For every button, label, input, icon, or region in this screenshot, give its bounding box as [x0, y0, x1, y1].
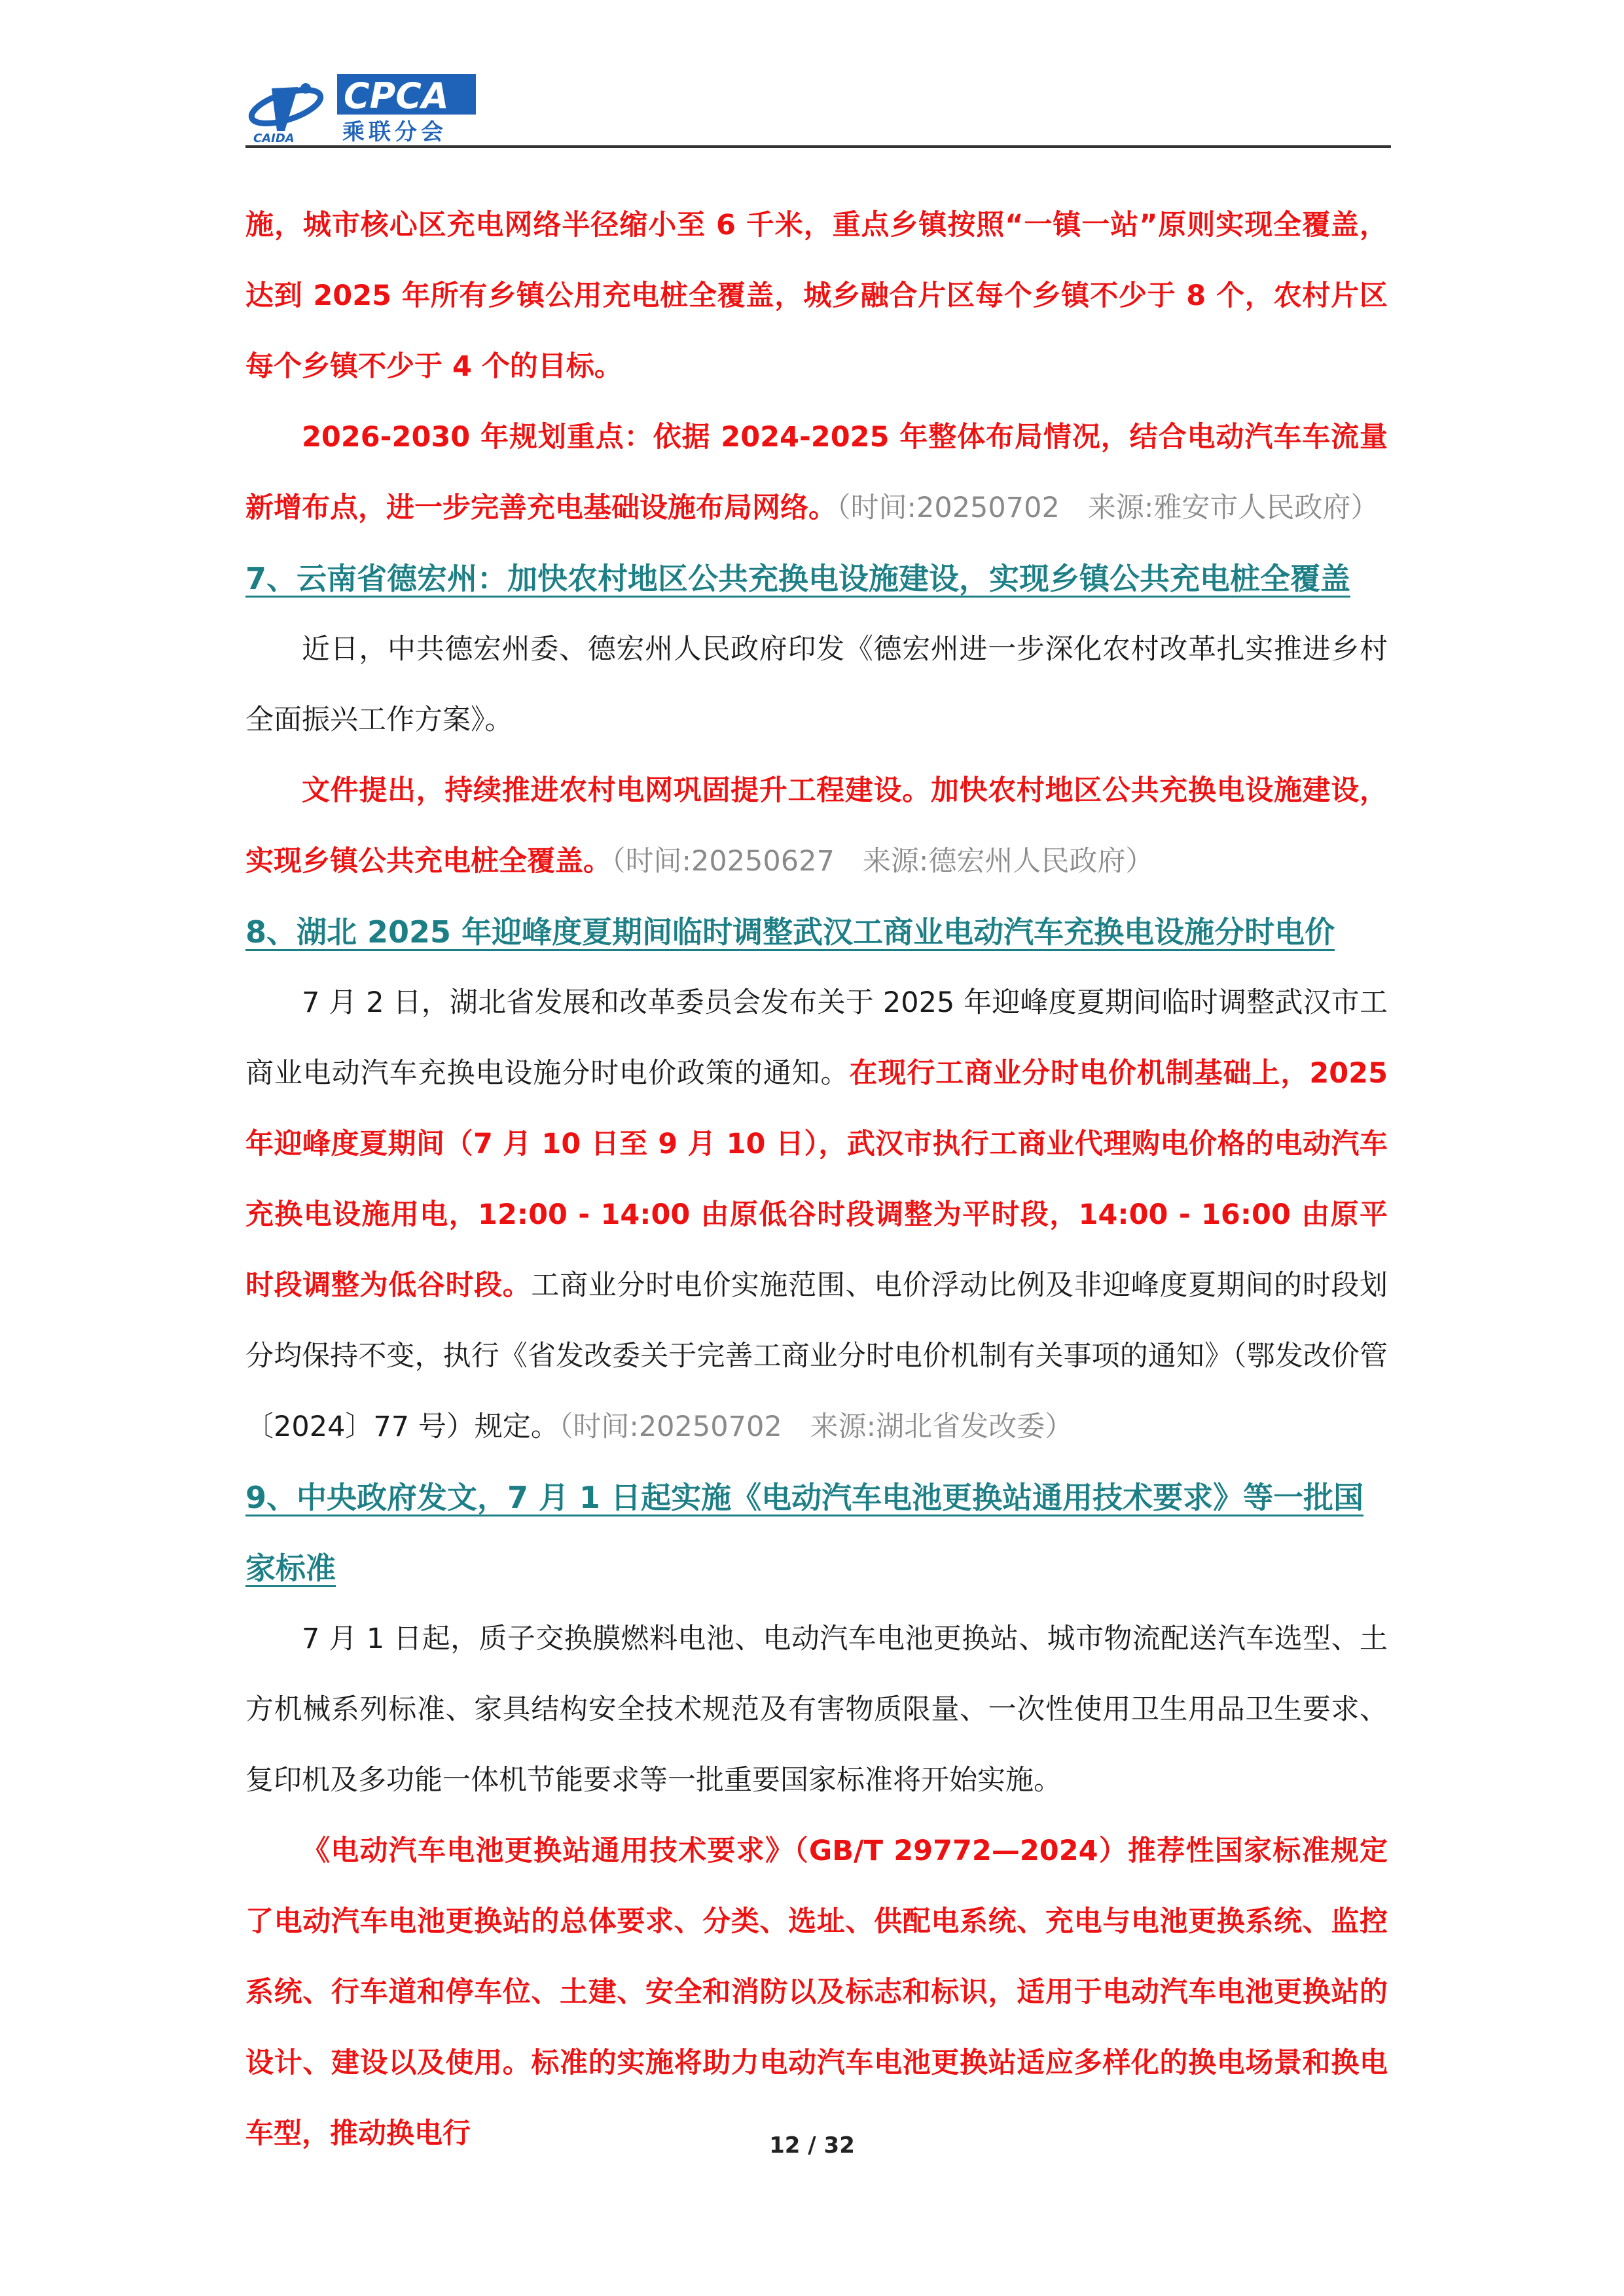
heading-text: 8、湖北 2025 年迎峰度夏期间临时调整武汉工商业电动汽车充换电设施分时电价 — [245, 914, 1335, 950]
page-header — [245, 69, 1391, 147]
section-heading-9 — [245, 1462, 1388, 1604]
paragraph-emphasis: 在现行工商业分时电价机制基础上，2025 年迎峰度夏期间（7 月 10 日至 9 月 10 日），武汉市执行工商业代理购电价格的电动汽车充换电设施用电，12:00 - 14:00 由原低谷时段调整为平时段，14:00 - 16:00 由原平时段调整为低谷时段。 — [245, 1057, 1388, 1302]
heading-text: 7、云南省德宏州：加快农村地区公共充换电设施建设，实现乡镇公共充电桩全覆盖 — [245, 561, 1351, 596]
paragraph-text: 施，城市核心区充电网络半径缩小至 6 千米，重点乡镇按照“一镇一站”原则实现全覆盖，达到 2025 年所有乡镇公用充电桩全覆盖，城乡融合片区每个乡镇不少于 8 个，农村片区每个乡镇不少于 4 个的目标。 — [245, 209, 1388, 383]
paragraph-text: 《电动汽车电池更换站通用技术要求》（GB/T 29772—2024）推荐性国家标准规定了电动汽车电池更换站的总体要求、分类、选址、供配电系统、充电与电池更换系统、监控系统、行车道和停车位、土建、安全和消防以及标志和标识，适用于电动汽车电池更换站的设计、建设以及使用。标准的实施将助力电动汽车电池更换站适应多样化的换电场景和换电车型，推动换电行 — [245, 1835, 1388, 2150]
paragraph — [245, 402, 1388, 543]
paragraph — [245, 1604, 1388, 1816]
paragraph-text: 2026-2030 年规划重点：依据 2024-2025 年整体布局情况，结合电动汽车车流量新增布点，进一步完善充电基础设施布局网络。 — [245, 421, 1388, 524]
paragraph — [245, 1816, 1388, 2169]
paragraph-text: 文件提出，持续推进农村电网巩固提升工程建设。加快农村地区公共充换电设施建设，实现乡镇公共充电桩全覆盖。 — [245, 774, 1388, 878]
page-number: 12 / 32 — [769, 2132, 855, 2159]
logo-text: CPCA — [344, 75, 449, 117]
paragraph-text: 工商业分时电价实施范围、电价浮动比例及非迎峰度夏期间的时段划分均保持不变，执行《省发改委关于完善工商业分时电价机制有关事项的通知》（鄂发改价管〔2024〕77 号）规定。 — [245, 1269, 1388, 1443]
section-heading-8 — [245, 897, 1388, 967]
paragraph-text: 近日，中共德宏州委、德宏州人民政府印发《德宏州进一步深化农村改革扎实推进乡村全面振兴工作方案》。 — [245, 633, 1388, 736]
logo-mark-text: CAIDA — [253, 132, 295, 145]
source-meta: （时间:20250702 来源:湖北省发改委） — [558, 1410, 1074, 1443]
logo-subtext: 乘联分会 — [342, 119, 447, 145]
section-heading-7 — [245, 543, 1388, 614]
source-meta: （时间:20250702 来源:雅安市人民政府） — [837, 492, 1379, 524]
paragraph — [245, 967, 1388, 1462]
paragraph-text: 7 月 1 日起，质子交换膜燃料电池、电动汽车电池更换站、城市物流配送汽车选型、土方机械系列标准、家具结构安全技术规范及有害物质限量、一次性使用卫生用品卫生要求、复印机及多功能一体机节能要求等一批重要国家标准将开始实施。 — [245, 1623, 1388, 1797]
cpca-logo — [245, 69, 481, 146]
header-divider — [245, 145, 1391, 148]
paragraph — [245, 190, 1388, 402]
heading-text: 9、中央政府发文，7 月 1 日起实施《电动汽车电池更换站通用技术要求》等一批国家标准 — [245, 1480, 1364, 1586]
source-meta: （时间:20250627 来源:德宏州人民政府） — [611, 845, 1154, 878]
paragraph — [245, 614, 1388, 755]
paragraph-text: 7 月 2 日，湖北省发展和改革委员会发布关于 2025 年迎峰度夏期间临时调整武汉市工商业电动汽车充换电设施分时电价政策的通知。 — [245, 986, 1388, 1090]
paragraph — [245, 755, 1388, 897]
article-body — [245, 190, 1388, 2169]
